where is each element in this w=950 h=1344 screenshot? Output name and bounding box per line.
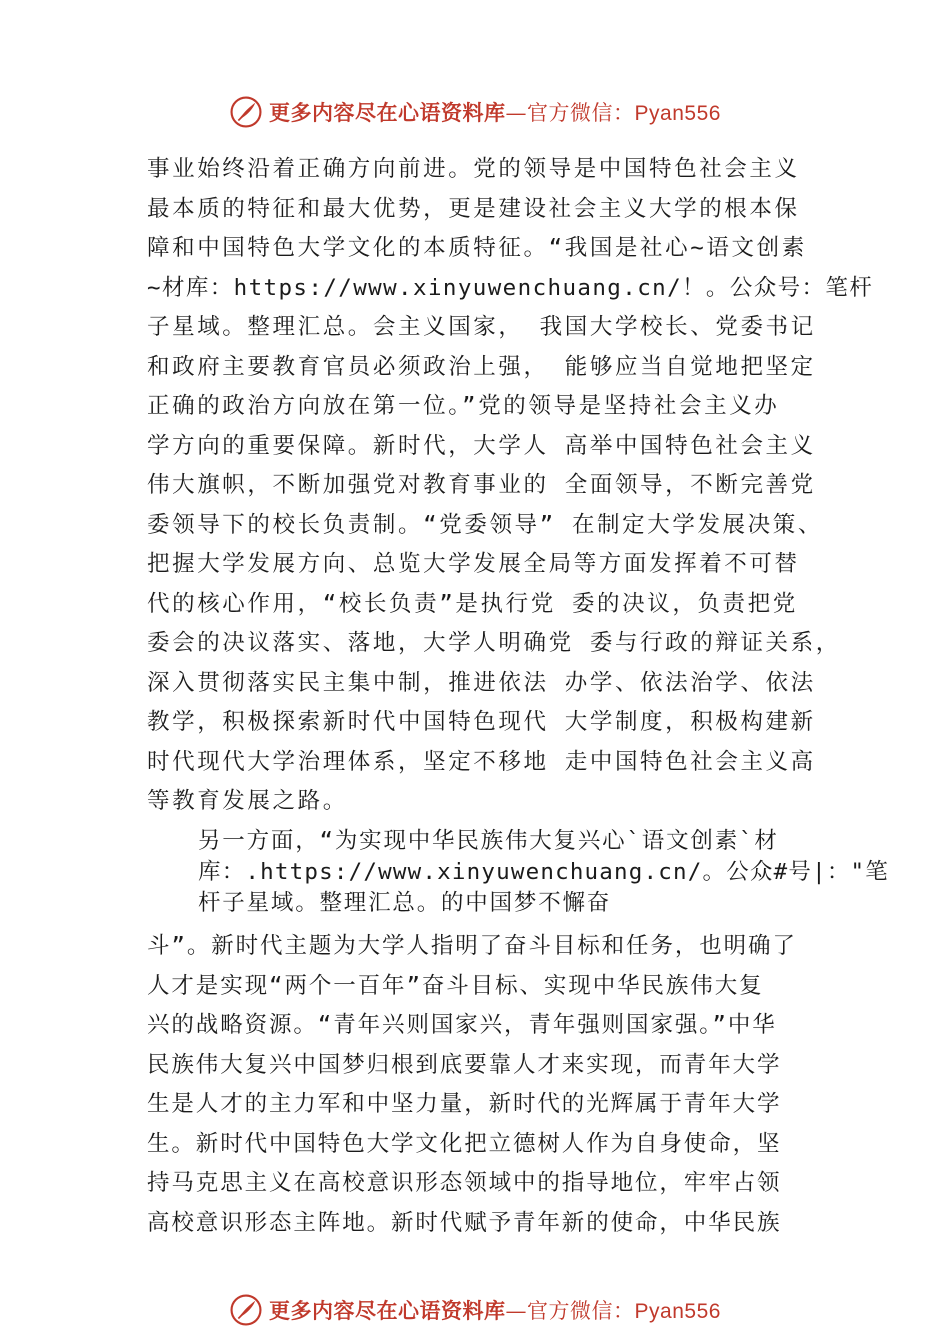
text-line: 代的核心作用，“校长负责”是执行党 委的决议，负责把党 xyxy=(147,591,798,617)
banner-wechat-label: 官方微信： xyxy=(527,101,635,125)
text-line: 把握大学发展方向、总览大学发展全局等方面发挥着不可替 xyxy=(147,551,800,577)
banner-wechat-id: Pyan556 xyxy=(634,102,721,125)
text-line: 时代现代大学治理体系，坚定不移地 走中国特色社会主义高 xyxy=(147,749,816,775)
indented-line: 另一方面，“为实现中华民族伟大复兴心`语文创素`材 xyxy=(198,828,779,854)
banner-dash: — xyxy=(505,101,528,125)
text-line: 和政府主要教育官员必须政治上强， 能够应当自觉地把坚定 xyxy=(147,354,816,380)
banner-wechat-label: 官方微信： xyxy=(527,1299,635,1323)
banner-wechat-id: Pyan556 xyxy=(634,1300,721,1323)
text-line: 高校意识形态主阵地。新时代赋予青年新的使命，中华民族 xyxy=(147,1210,782,1236)
text-line: 教学，积极探索新时代中国特色现代 大学制度，积极构建新 xyxy=(147,709,816,735)
text-line: 兴的战略资源。“青年兴则国家兴，青年强则国家强。”中华 xyxy=(147,1012,777,1038)
text-line: 深入贯彻落实民主集中制，推进依法 办学、依法治学、依法 xyxy=(147,670,816,696)
text-line: 障和中国特色大学文化的本质特征。“我国是社心~语文创素 xyxy=(147,235,807,261)
indented-line: 杆子星域。整理汇总。的中国梦不懈奋 xyxy=(198,890,612,916)
banner-main-text: 更多内容尽在心语资料库 xyxy=(269,1298,506,1323)
text-line: 委会的决议落实、落地，大学人明确党 委与行政的辩证关系， xyxy=(147,630,841,656)
text-line: 子星域。整理汇总。会主义国家， 我国大学校长、党委书记 xyxy=(147,314,816,340)
footer-banner xyxy=(0,1290,950,1330)
text-line: 委领导下的校长负责制。“党委领导” 在制定大学发展决策、 xyxy=(147,512,823,538)
text-line: 学方向的重要保障。新时代，大学人 高举中国特色社会主义 xyxy=(147,433,816,459)
text-line: 伟大旗帜，不断加强党对教育事业的 全面领导，不断完善党 xyxy=(147,472,816,498)
text-line: 最本质的特征和最大优势，更是建设社会主义大学的根本保 xyxy=(147,196,800,222)
quill-logo-icon xyxy=(229,1293,263,1327)
text-line: 生是人才的主力军和中坚力量，新时代的光辉属于青年大学 xyxy=(147,1091,782,1117)
text-line: 人才是实现“两个一百年”奋斗目标、实现中华民族伟大复 xyxy=(147,973,764,999)
text-line: 正确的政治方向放在第一位。”党的领导是坚持社会主义办 xyxy=(147,393,780,419)
text-line: 民族伟大复兴中国梦归根到底要靠人才来实现，而青年大学 xyxy=(147,1052,782,1078)
text-line: 持马克思主义在高校意识形态领域中的指导地位，牢牢占领 xyxy=(147,1170,782,1196)
text-line: 斗”。新时代主题为大学人指明了奋斗目标和任务，也明确了 xyxy=(147,933,797,959)
text-line: ~材库：https://www.xinyuwenchuang.cn/！。公众号：笔杆 xyxy=(147,275,874,301)
indented-line: 库：.https://www.xinyuwenchuang.cn/。公众#号|："笔 xyxy=(198,859,889,885)
text-line: 生。新时代中国特色大学文化把立德树人作为自身使命，坚 xyxy=(147,1131,782,1157)
text-line: 等教育发展之路。 xyxy=(147,788,348,814)
text-line: 事业始终沿着正确方向前进。党的领导是中国特色社会主义 xyxy=(147,156,800,182)
banner-main-text: 更多内容尽在心语资料库 xyxy=(269,100,506,125)
banner-dash: — xyxy=(505,1299,528,1323)
